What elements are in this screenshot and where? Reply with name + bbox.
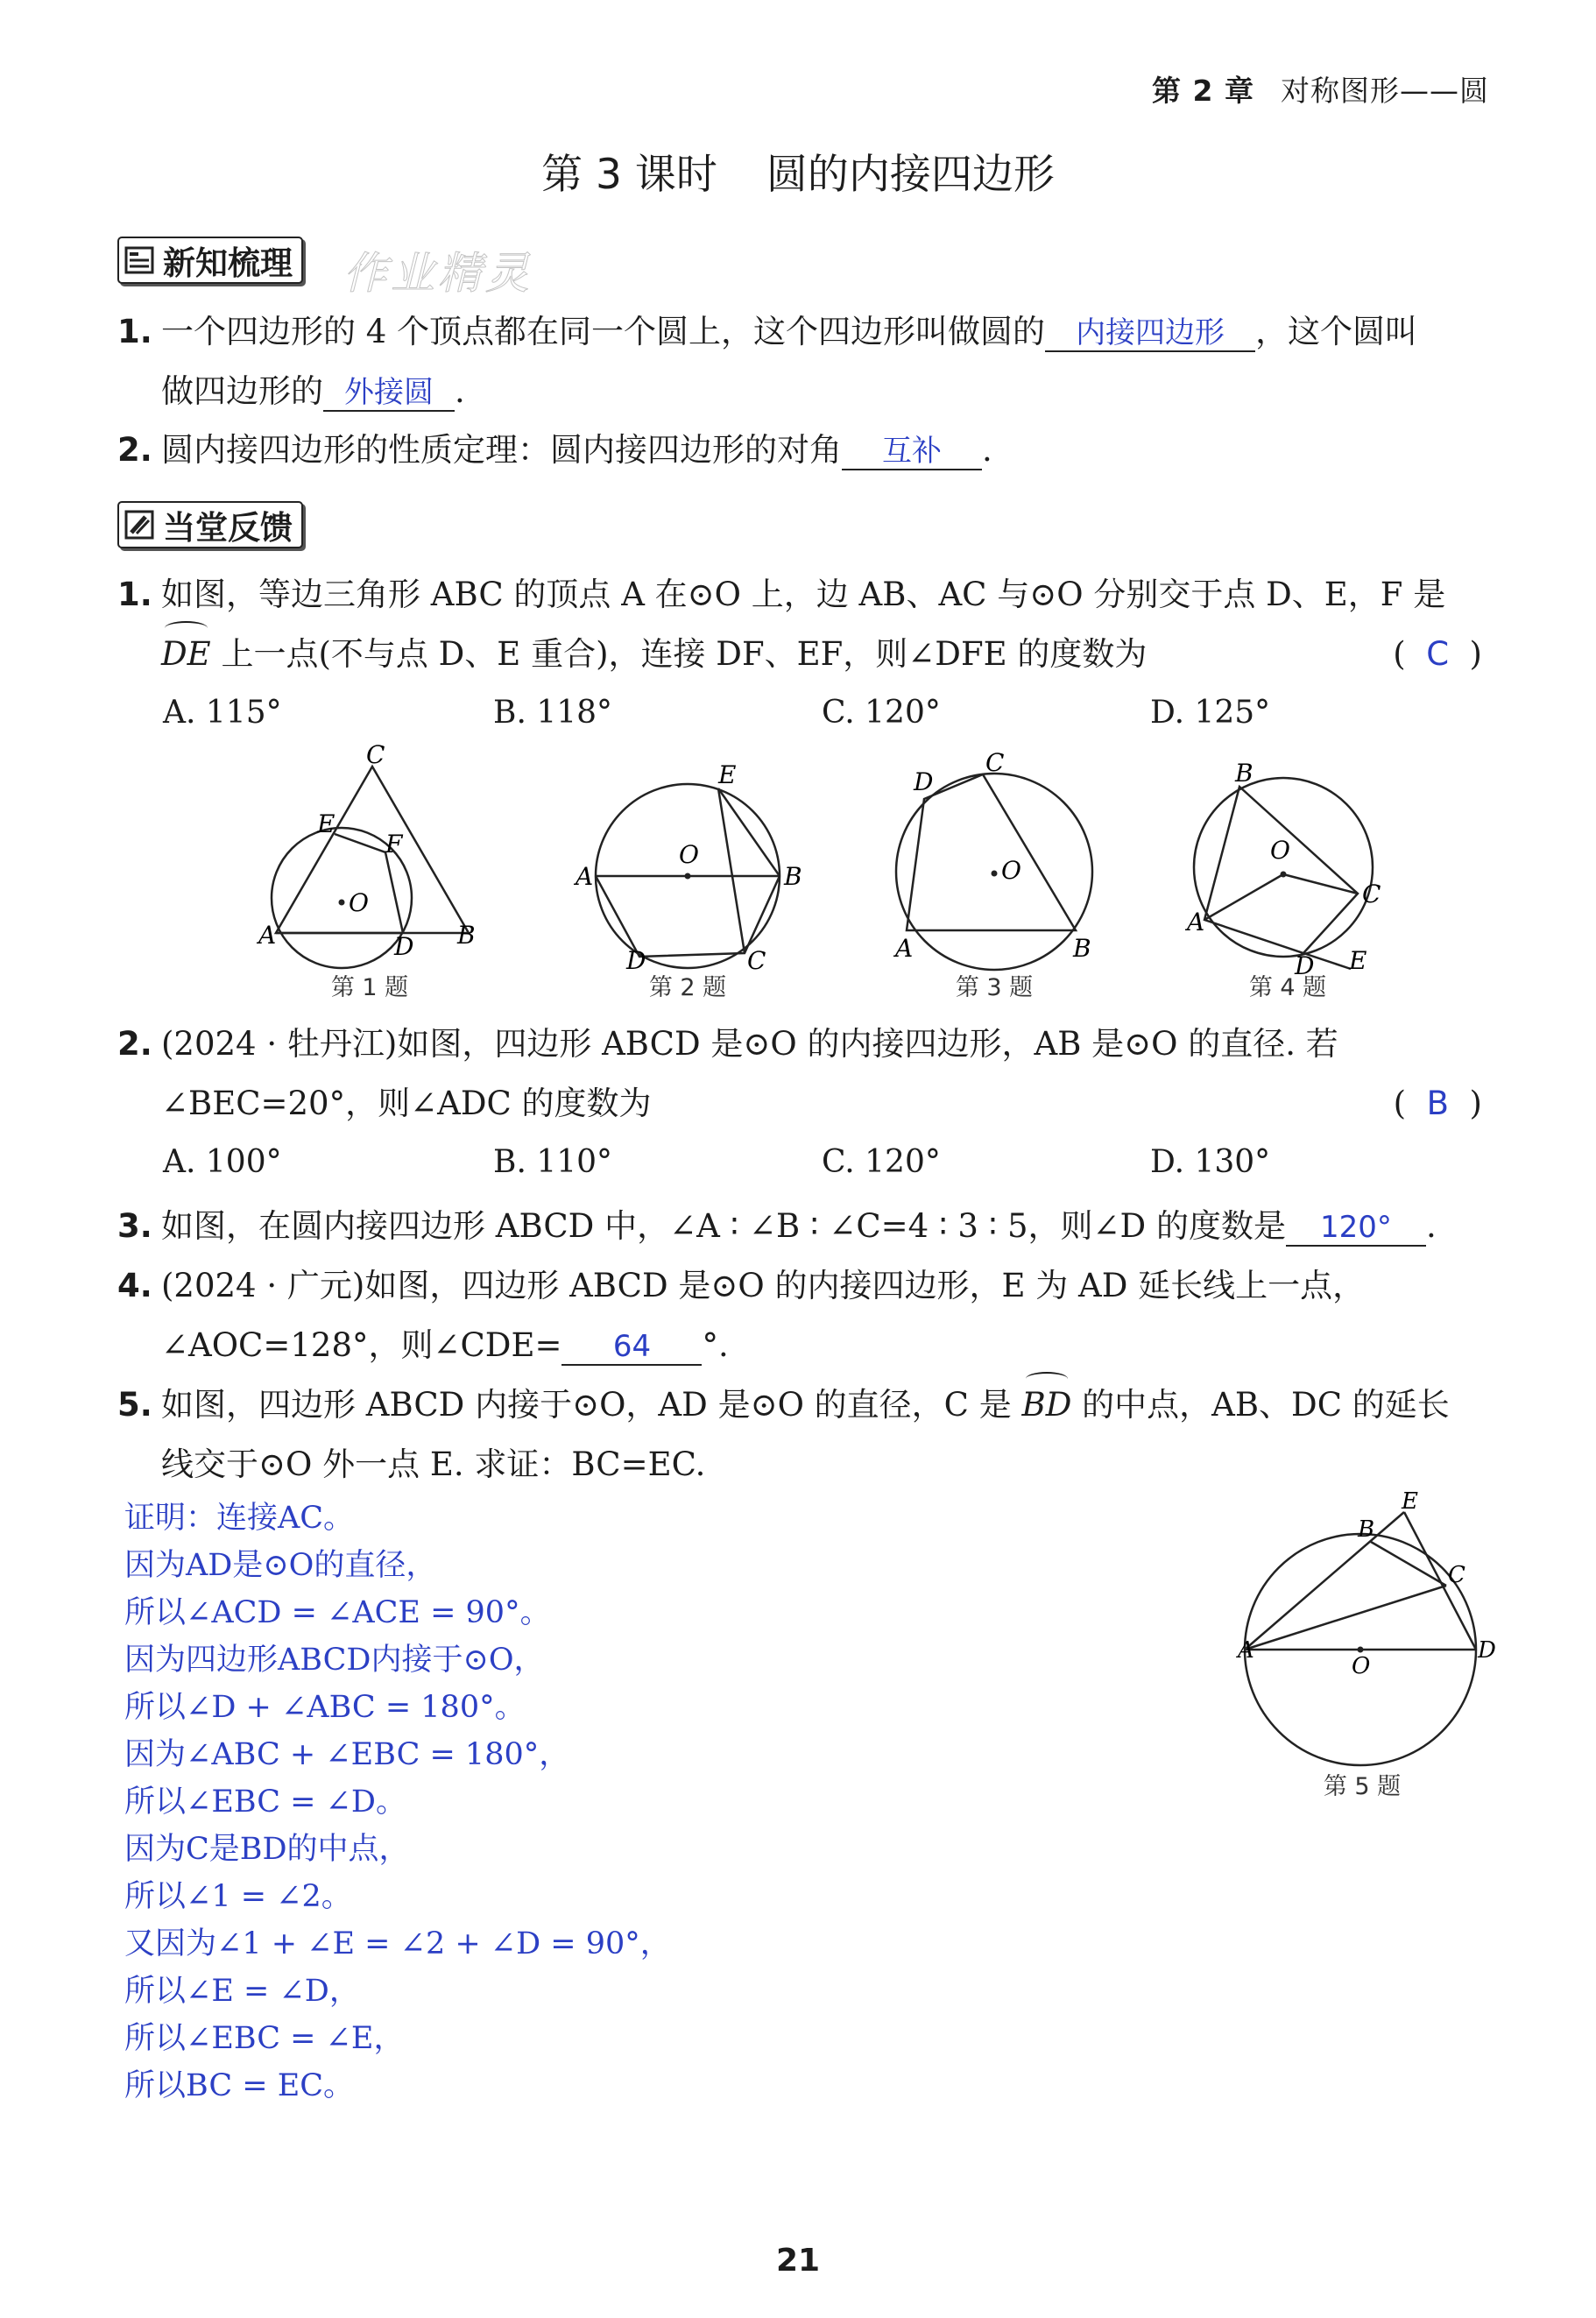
chapter-title: 对称图形——圆 [1281, 74, 1489, 108]
proof-line: 所以∠ACD = ∠ACE = 90°。 [124, 1595, 551, 1630]
svg-text:B: B [784, 862, 802, 891]
fig-label: C [366, 740, 385, 769]
svg-text:B: B [1073, 934, 1091, 963]
figure-1 [254, 740, 482, 968]
feedback-question-4: 4. (2024 · 广元)如图，四边形 ABCD 是⊙O 的内接四边形，E 为 AD 延长线上一点， ∠AOC=128°，则∠CDE= 64 °. [117, 1267, 1366, 1364]
proof-line: 所以∠1 = ∠2。 [124, 1879, 352, 1914]
svg-text:A: A [576, 862, 594, 891]
option: A. 100° [163, 1144, 282, 1180]
option: B. 118° [493, 695, 613, 731]
proof-line: 又因为∠1 + ∠E = ∠2 + ∠D = 90°， [124, 1926, 671, 1961]
svg-text:B: B [1235, 759, 1253, 788]
choice-answer-2: ( B ) [1393, 1085, 1482, 1122]
figure-4 [1183, 759, 1410, 980]
option: A. 115° [163, 695, 282, 731]
feedback-question-3: 3. 如图，在圆内接四边形 ABCD 中，∠A ∶ ∠B ∶ ∠C=4 ∶ 3 ∶ 5，则∠D 的度数是 120° . [117, 1207, 1437, 1245]
answer-blank: 内接四边形 [1045, 315, 1255, 352]
section-heading-new-knowledge [117, 237, 303, 284]
page-number: 21 [775, 2243, 821, 2279]
proof-line: 所以∠D + ∠ABC = 180°。 [124, 1690, 526, 1725]
option: D. 125° [1150, 695, 1271, 731]
proof-line: 因为C是BD的中点， [124, 1832, 410, 1867]
arc-bd: BD [1022, 1375, 1072, 1435]
section-title: 当堂反馈 [163, 509, 293, 547]
figure-caption: 第 3 题 [955, 974, 1034, 1001]
chapter-header [1152, 68, 1489, 110]
svg-text:A: A [895, 934, 914, 963]
svg-text:C: C [1448, 1562, 1465, 1588]
svg-text:E: E [718, 760, 737, 789]
proof-line: 所以∠EBC = ∠E， [124, 2021, 405, 2056]
proof-line: 因为AD是⊙O的直径， [124, 1548, 437, 1583]
svg-text:O: O [679, 840, 699, 869]
option: C. 120° [822, 1144, 941, 1180]
proof-line: 所以∠E = ∠D， [124, 1974, 360, 2009]
feedback-question-2: 2. (2024 · 牡丹江)如图，四边形 ABCD 是⊙O 的内接四边形，AB 是⊙O 的直径. 若 ∠BEC=20°，则∠ADC 的度数为 [117, 1025, 1338, 1122]
proof-line: 证明：连接AC。 [124, 1501, 355, 1536]
arc-de: DE [161, 625, 211, 684]
feedback-question-1: 1. 如图，等边三角形 ABC 的顶点 A 在⊙O 上，边 AB、AC 与⊙O 分别交于点 D、E，F 是 DE 上一点(不与点 D、E 重合)，连接 DF、EF，则∠DFE 的度数为 [117, 565, 1484, 684]
svg-text:D: D [394, 932, 414, 961]
figure-3 [885, 748, 1112, 972]
answer-blank: 外接圆 [323, 375, 455, 412]
pencil-icon [124, 510, 154, 540]
svg-text:A: A [1187, 908, 1205, 936]
svg-text:D: D [1295, 951, 1315, 980]
svg-text:D: D [914, 767, 934, 796]
svg-text:O: O [349, 888, 369, 917]
section-title: 新知梳理 [163, 244, 293, 282]
svg-text:D: D [626, 946, 646, 975]
feedback-question-5: 5. 如图，四边形 ABCD 内接于⊙O，AD 是⊙O 的直径，C 是 BD 的中点，AB、DC 的延长 线交于⊙O 外一点 E. 求证：BC=EC. [117, 1375, 1501, 1495]
option: B. 110° [493, 1144, 613, 1180]
proof-line: 所以∠EBC = ∠D。 [124, 1784, 406, 1820]
proof-block [124, 1495, 1176, 2110]
proof-line: 因为∠ABC + ∠EBC = 180°， [124, 1737, 570, 1772]
figure-5 [1238, 1488, 1496, 1761]
lesson-title [0, 142, 1596, 201]
option: D. 130° [1150, 1144, 1271, 1180]
svg-text:A: A [258, 921, 277, 950]
svg-text:C: C [747, 946, 766, 975]
figure-caption: 第 5 题 [1323, 1773, 1402, 1800]
chapter-number: 第 2 章 [1152, 74, 1254, 108]
figure-caption: 第 4 题 [1248, 974, 1327, 1001]
svg-text:E: E [1402, 1488, 1418, 1515]
svg-text:O: O [1352, 1653, 1371, 1679]
svg-text:A: A [1238, 1637, 1254, 1664]
svg-text:B: B [1358, 1516, 1375, 1543]
svg-text:C: C [985, 748, 1005, 777]
figure-caption: 第 1 题 [330, 974, 409, 1001]
answer-blank: 互补 [842, 434, 982, 470]
svg-text:F: F [385, 830, 403, 859]
knowledge-question-1: 1. 一个四边形的 4 个顶点都在同一个圆上，这个四边形叫做圆的 内接四边形 ，这个圆叫 做四边形的 外接圆 . [117, 313, 1418, 410]
section-heading-feedback [117, 501, 303, 548]
svg-text:C: C [1362, 880, 1381, 908]
proof-line: 所以BC = EC。 [124, 2068, 355, 2103]
lesson-name: 圆的内接四边形 [766, 151, 1055, 199]
svg-text:E: E [1349, 946, 1367, 975]
svg-text:D: D [1478, 1637, 1496, 1664]
svg-text:O: O [1270, 836, 1290, 865]
watermark: 作业精灵 [343, 248, 533, 299]
figure-2 [574, 760, 802, 975]
answer-blank: 64 [561, 1329, 702, 1366]
proof-line: 因为四边形ABCD内接于⊙O， [124, 1643, 545, 1678]
answer-blank: 120° [1286, 1210, 1426, 1247]
choice-answer-1: ( C ) [1393, 635, 1482, 673]
figure-caption: 第 2 题 [648, 974, 727, 1001]
lesson-number: 第 3 课时 [541, 151, 717, 199]
knowledge-question-2: 2. 圆内接四边形的性质定理：圆内接四边形的对角 互补 . [117, 431, 992, 469]
svg-text:B: B [457, 921, 476, 950]
option: C. 120° [822, 695, 941, 731]
book-icon [124, 245, 154, 275]
svg-text:E: E [317, 809, 335, 838]
svg-text:O: O [1001, 856, 1021, 885]
